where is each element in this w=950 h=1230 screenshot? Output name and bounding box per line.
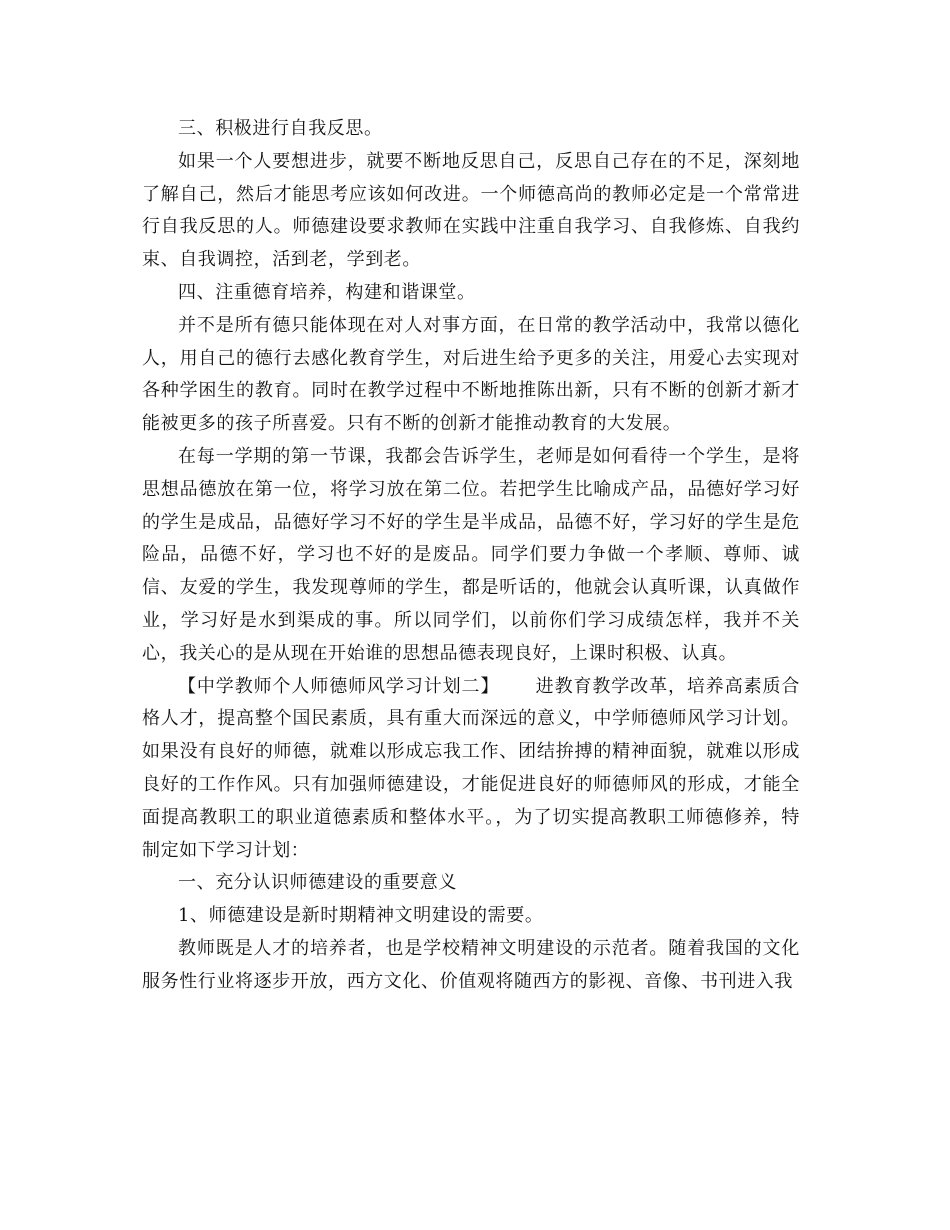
paragraph-moral-education: 并不是所有德只能体现在对人对事方面，在日常的教学活动中，我常以德化人，用自己的德行去感化教育学生，对后进生给予更多的关注，用爱心去实现对各种学困生的教育。同时在教学过程中不断地推陈出新，只有不断的创新才新才能被更多的孩子所喜爱。只有不断的创新才能推动教育的大发展。 bbox=[142, 314, 800, 435]
document-body bbox=[142, 113, 800, 999]
paragraph-self-reflection: 如果一个人要想进步，就要不断地反思自己，反思自己存在的不足，深刻地了解自己，然后才能思考应该如何改进。一个师德高尚的教师必定是一个常常进行自我反思的人。师德建设要求教师在实践中注重自我学习、自我修炼、自我约束、自我调控，活到老，学到老。 bbox=[142, 150, 800, 271]
section-heading-4: 四、注重德育培养，构建和谐课堂。 bbox=[178, 281, 476, 303]
paragraph-teacher-role: 教师既是人才的培养者，也是学校精神文明建设的示范者。随着我国的文化服务性行业将逐步开放，西方文化、价值观将随西方的影视、音像、书刊进入我 bbox=[142, 937, 800, 992]
paragraph-first-lesson: 在每一学期的第一节课，我都会告诉学生，老师是如何看待一个学生，是将思想品德放在第一位，将学习放在第二位。若把学生比喻成产品，品德好学习好的学生是成品，品德好学习不好的学生是半成品，品德不好，学习好的学生是危险品，品德不好，学习也不好的是废品。同学们要力争做一个孝顺、尊师、诚信、友爱的学生，我发现尊师的学生，都是听话的，他就会认真听课，认真做作业，学习好是水到渠成的事。所以同学们，以前你们学习成绩怎样，我并不关心，我关心的是从现在开始谁的思想品德表现良好，上课时积极、认真。 bbox=[142, 445, 800, 664]
plan-intro: 进教育教学改革，培养高素质合格人才，提高整个国民素质，具有重大而深远的意义，中学师德师风学习计划。如果没有良好的师德，就难以形成忘我工作、团结拚搏的精神面貌，就难以形成良好的工作作风。只有加强师德建设，才能促进良好的师德师风的形成，才能全面提高教职工的职业道德素质和整体水平。，为了切实提高教职工师德修养，特制定如下学习计划： bbox=[142, 675, 800, 861]
subheading-1: 1、师德建设是新时期精神文明建设的需要。 bbox=[178, 905, 544, 927]
plan-heading: 【中学教师个人师德师风学习计划二】 bbox=[178, 675, 500, 697]
section-heading-3: 三、积极进行自我反思。 bbox=[178, 118, 383, 139]
paragraph-plan-two bbox=[142, 671, 800, 868]
section-heading-1: 一、充分认识师德建设的重要意义 bbox=[178, 872, 457, 894]
